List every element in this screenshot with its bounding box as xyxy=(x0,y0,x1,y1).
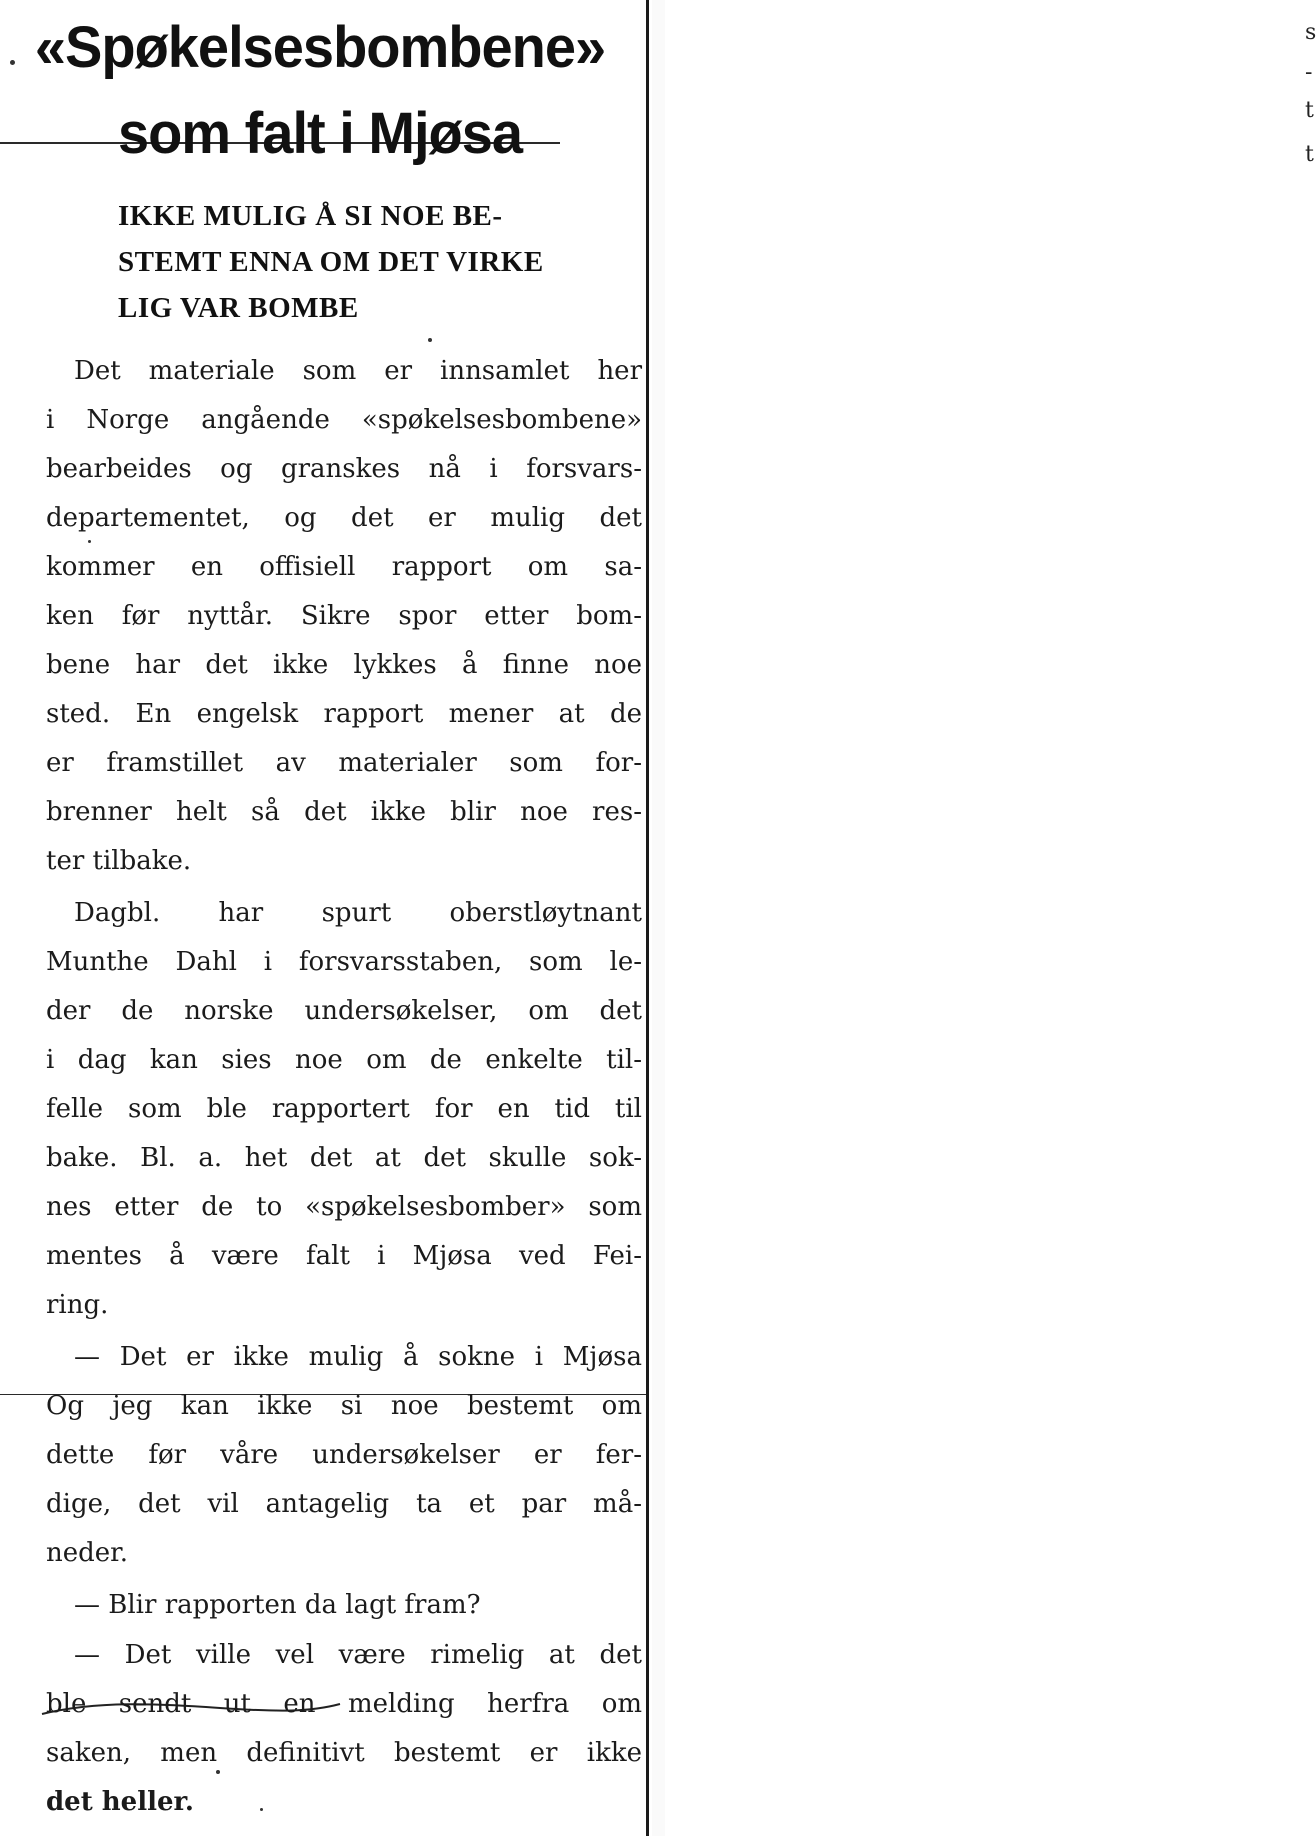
adjacent-column-edge xyxy=(652,0,1316,1836)
body-text-line: saken, men definitivt bestemt er ikke xyxy=(46,1738,642,1768)
body-text-line: — Blir rapporten da lagt fram? xyxy=(74,1590,481,1620)
body-text-line: mentes å være falt i Mjøsa ved Fei- xyxy=(46,1241,642,1271)
body-text-line: dette før våre undersøkelser er fer- xyxy=(46,1440,642,1470)
body-text-line: er framstillet av materialer som for- xyxy=(46,748,642,778)
body-text-line: bene har det ikke lykkes å finne noe xyxy=(46,650,642,680)
body-text-line: dige, det vil antagelig ta et par må- xyxy=(46,1489,642,1519)
adjacent-column-fragment: t xyxy=(1305,142,1314,167)
body-text-line: — Det ville vel være rimelig at det xyxy=(74,1640,642,1670)
body-text-line: kommer en offisiell rapport om sa- xyxy=(46,552,642,582)
body-text-line: ter tilbake. xyxy=(46,846,192,876)
body-text-line: Dagbl. har spurt oberstløytnant xyxy=(74,898,642,928)
body-text-line: ring. xyxy=(46,1290,109,1320)
headline-line: som falt i Mjøsa xyxy=(117,99,523,166)
body-text-line: felle som ble rapportert for en tid til xyxy=(46,1094,642,1124)
headline-line: «Spøkelsesbombene» xyxy=(34,13,606,80)
adjacent-column-fragment: t xyxy=(1305,98,1314,123)
subheadline-line: IKKE MULIG Å SI NOE BE- xyxy=(118,200,503,232)
body-text-line: i Norge angående «spøkelsesbombene» xyxy=(46,405,642,435)
subheadline-line: LIG VAR BOMBE xyxy=(118,292,359,324)
body-text-line: Munthe Dahl i forsvarsstaben, som le- xyxy=(46,947,642,977)
body-text-line: bearbeides og granskes nå i forsvars- xyxy=(46,454,642,484)
subheadline-line: STEMT ENNA OM DET VIRKE xyxy=(118,246,544,278)
body-text-line: Og jeg kan ikke si noe bestemt om xyxy=(46,1391,642,1421)
body-text-line: Det materiale som er innsamlet her xyxy=(74,356,642,386)
body-text-line: neder. xyxy=(46,1538,128,1568)
body-text-line: — Det er ikke mulig å sokne i Mjøsa xyxy=(74,1342,642,1372)
scan-speck xyxy=(428,338,432,342)
adjacent-column-fragment: s xyxy=(1305,20,1316,45)
scan-speck xyxy=(216,1770,220,1774)
body-text-line: brenner helt så det ikke blir noe res- xyxy=(46,797,642,827)
body-text-line: departementet, og det er mulig det xyxy=(46,503,642,533)
body-text-line: bake. Bl. a. het det at det skulle sok- xyxy=(46,1143,642,1173)
adjacent-column-fragment: - xyxy=(1305,60,1313,85)
body-text-line: der de norske undersøkelser, om det xyxy=(46,996,642,1026)
body-text-line: i dag kan sies noe om de enkelte til- xyxy=(46,1045,642,1075)
body-text-line: ble sendt ut en melding herfra om xyxy=(46,1689,642,1719)
scan-speck xyxy=(88,540,91,543)
body-text-line: ken før nyttår. Sikre spor etter bom- xyxy=(46,601,642,631)
body-text-line: sted. En engelsk rapport mener at de xyxy=(46,699,642,729)
body-text-line: det heller. xyxy=(46,1787,194,1817)
body-text-line: nes etter de to «spøkelsesbomber» som xyxy=(46,1192,642,1222)
